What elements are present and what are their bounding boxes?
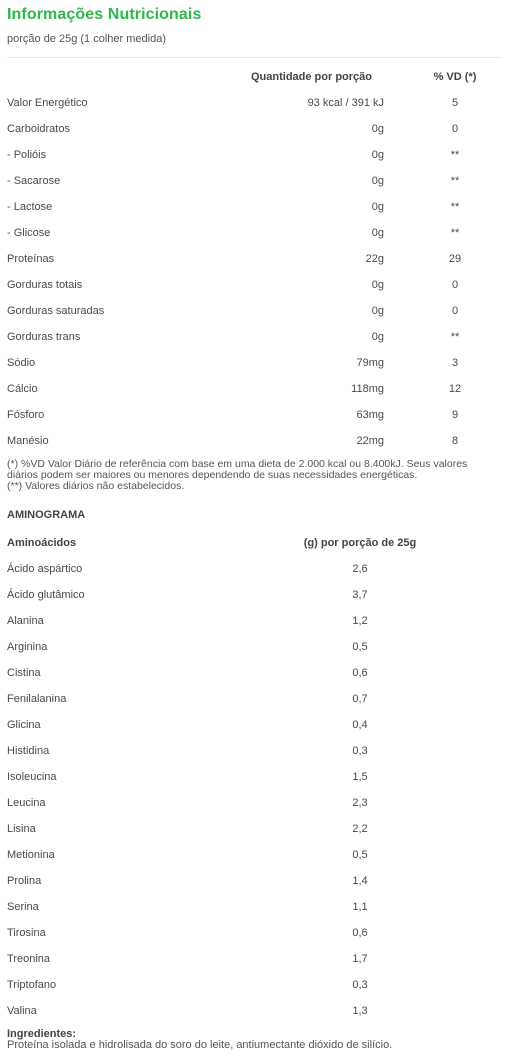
amino-name: Lisina xyxy=(7,823,36,835)
amino-name: Fenilalanina xyxy=(7,693,67,705)
ingredients-label: Ingredientes: xyxy=(7,1028,77,1040)
nutrient-vd: 29 xyxy=(448,253,462,265)
footnotes xyxy=(7,459,501,492)
amino-name: Metionina xyxy=(7,849,55,861)
nutrition-row xyxy=(0,330,508,356)
nutrition-row xyxy=(0,122,508,148)
aminogram-table-header xyxy=(0,536,508,562)
aminogram-row xyxy=(0,718,508,744)
nutrient-vd: ** xyxy=(450,201,460,213)
nutrient-vd: 12 xyxy=(448,383,462,395)
aminogram-row xyxy=(0,692,508,718)
ingredients xyxy=(7,1029,501,1051)
nutrition-row xyxy=(0,304,508,330)
footnote-vd: (*) %VD Valor Diário de referência com base em uma dieta de 2.000 kcal ou 8.400kJ. Seus valores diários podem ser maiores ou menores dependendo de suas necessidades energéticas. xyxy=(7,458,468,481)
nutrient-quantity: 63mg xyxy=(356,409,384,421)
footnote-not-established: (**) Valores diários não estabelecidos. xyxy=(7,480,185,492)
amino-amount: 1,2 xyxy=(352,615,368,627)
amino-amount: 1,5 xyxy=(352,771,368,783)
nutrient-vd: 0 xyxy=(451,305,459,317)
amino-name: Arginina xyxy=(7,641,48,653)
nutrition-row xyxy=(0,382,508,408)
nutrient-vd: 8 xyxy=(451,435,459,447)
nutrition-row xyxy=(0,278,508,304)
amino-name: Histidina xyxy=(7,745,50,757)
nutrient-name: Sódio xyxy=(7,357,36,369)
nutrient-name: - Lactose xyxy=(7,201,53,213)
aminogram-row xyxy=(0,1004,508,1030)
aminogram-row xyxy=(0,562,508,588)
amino-name: Cistina xyxy=(7,667,41,679)
header-amount: (g) por porção de 25g xyxy=(303,537,417,549)
nutrient-vd: ** xyxy=(450,175,460,187)
nutrition-row xyxy=(0,226,508,252)
amino-amount: 0,4 xyxy=(352,719,368,731)
nutrient-quantity: 22mg xyxy=(356,435,384,447)
nutrient-name: Valor Energético xyxy=(7,97,88,109)
nutrient-quantity: 118mg xyxy=(351,383,384,395)
amino-amount: 2,3 xyxy=(352,797,368,809)
nutrient-quantity: 0g xyxy=(371,227,384,239)
nutrient-quantity: 0g xyxy=(371,201,384,213)
amino-amount: 2,2 xyxy=(352,823,368,835)
nutrient-vd: 5 xyxy=(451,97,459,109)
amino-name: Glicina xyxy=(7,719,41,731)
nutrient-vd: ** xyxy=(450,331,460,343)
aminogram-title: AMINOGRAMA xyxy=(7,509,86,521)
amino-name: Ácido glutâmico xyxy=(7,589,85,601)
nutrient-quantity: 0g xyxy=(371,331,384,343)
amino-amount: 1,4 xyxy=(352,875,368,887)
nutrition-row xyxy=(0,356,508,382)
amino-amount: 3,7 xyxy=(352,589,368,601)
aminogram-row xyxy=(0,874,508,900)
nutrition-row xyxy=(0,408,508,434)
nutrition-row xyxy=(0,200,508,226)
nutrition-row xyxy=(0,148,508,174)
nutrient-name: Carboidratos xyxy=(7,123,70,135)
nutrient-name: - Sacarose xyxy=(7,175,61,187)
header-vd: % VD (*) xyxy=(433,71,477,83)
nutrient-vd: ** xyxy=(450,149,460,161)
aminogram-row xyxy=(0,848,508,874)
nutrient-name: - Polióis xyxy=(7,149,47,161)
aminogram-row xyxy=(0,926,508,952)
amino-name: Tirosina xyxy=(7,927,46,939)
nutrition-row xyxy=(0,96,508,122)
nutrient-quantity: 0g xyxy=(371,175,384,187)
nutrient-name: Proteínas xyxy=(7,253,55,265)
nutrient-quantity: 22g xyxy=(365,253,384,265)
nutrition-row xyxy=(0,434,508,460)
aminogram-row xyxy=(0,822,508,848)
page-title: Informações Nutricionais xyxy=(7,6,202,23)
divider xyxy=(7,57,501,58)
aminogram-row xyxy=(0,900,508,926)
nutrient-quantity: 0g xyxy=(371,305,384,317)
nutrient-vd: 9 xyxy=(451,409,459,421)
amino-name: Ácido aspártico xyxy=(7,563,83,575)
amino-amount: 0,5 xyxy=(352,849,368,861)
nutrient-quantity: 79mg xyxy=(356,357,384,369)
amino-amount: 0,7 xyxy=(352,693,368,705)
nutrient-quantity: 0g xyxy=(371,123,384,135)
amino-amount: 1,1 xyxy=(352,901,368,913)
nutrient-vd: ** xyxy=(450,227,460,239)
nutrient-quantity: 0g xyxy=(371,279,384,291)
nutrient-name: Fósforo xyxy=(7,409,45,421)
amino-amount: 0,6 xyxy=(352,927,368,939)
amino-name: Valina xyxy=(7,1005,37,1017)
nutrient-name: Manésio xyxy=(7,435,49,447)
aminogram-row xyxy=(0,770,508,796)
aminogram-row xyxy=(0,588,508,614)
aminogram-row xyxy=(0,666,508,692)
nutrient-name: Gorduras saturadas xyxy=(7,305,105,317)
amino-name: Treonina xyxy=(7,953,51,965)
amino-amount: 0,6 xyxy=(352,667,368,679)
nutrient-name: Gorduras trans xyxy=(7,331,81,343)
aminogram-row xyxy=(0,744,508,770)
aminogram-row xyxy=(0,796,508,822)
aminogram-row xyxy=(0,978,508,1004)
amino-amount: 1,7 xyxy=(352,953,368,965)
aminogram-row xyxy=(0,952,508,978)
nutrient-quantity: 93 kcal / 391 kJ xyxy=(307,97,384,109)
amino-name: Prolina xyxy=(7,875,42,887)
nutrient-vd: 3 xyxy=(451,357,459,369)
amino-name: Serina xyxy=(7,901,39,913)
nutrient-quantity: 0g xyxy=(371,149,384,161)
nutrition-row xyxy=(0,174,508,200)
amino-amount: 0,3 xyxy=(352,745,368,757)
amino-name: Alanina xyxy=(7,615,44,627)
amino-name: Isoleucina xyxy=(7,771,57,783)
aminogram-row xyxy=(0,640,508,666)
nutrient-name: Cálcio xyxy=(7,383,38,395)
amino-name: Leucina xyxy=(7,797,46,809)
nutrient-name: Gorduras totais xyxy=(7,279,83,291)
nutrition-row xyxy=(0,252,508,278)
amino-amount: 0,5 xyxy=(352,641,368,653)
nutrient-name: - Glicose xyxy=(7,227,51,239)
aminogram-row xyxy=(0,614,508,640)
ingredients-text: Proteína isolada e hidrolisada do soro do leite, antiumectante dióxido de silício. xyxy=(7,1039,393,1051)
serving-size: porção de 25g (1 colher medida) xyxy=(7,33,166,45)
header-amino-acids: Aminoácidos xyxy=(7,537,77,549)
amino-name: Triptofano xyxy=(7,979,57,991)
nutrient-vd: 0 xyxy=(451,279,459,291)
amino-amount: 0,3 xyxy=(352,979,368,991)
amino-amount: 2,6 xyxy=(352,563,368,575)
amino-amount: 1,3 xyxy=(352,1005,368,1017)
nutrient-vd: 0 xyxy=(451,123,459,135)
header-quantity: Quantidade por porção xyxy=(250,71,372,83)
nutrition-table-header xyxy=(0,70,508,96)
